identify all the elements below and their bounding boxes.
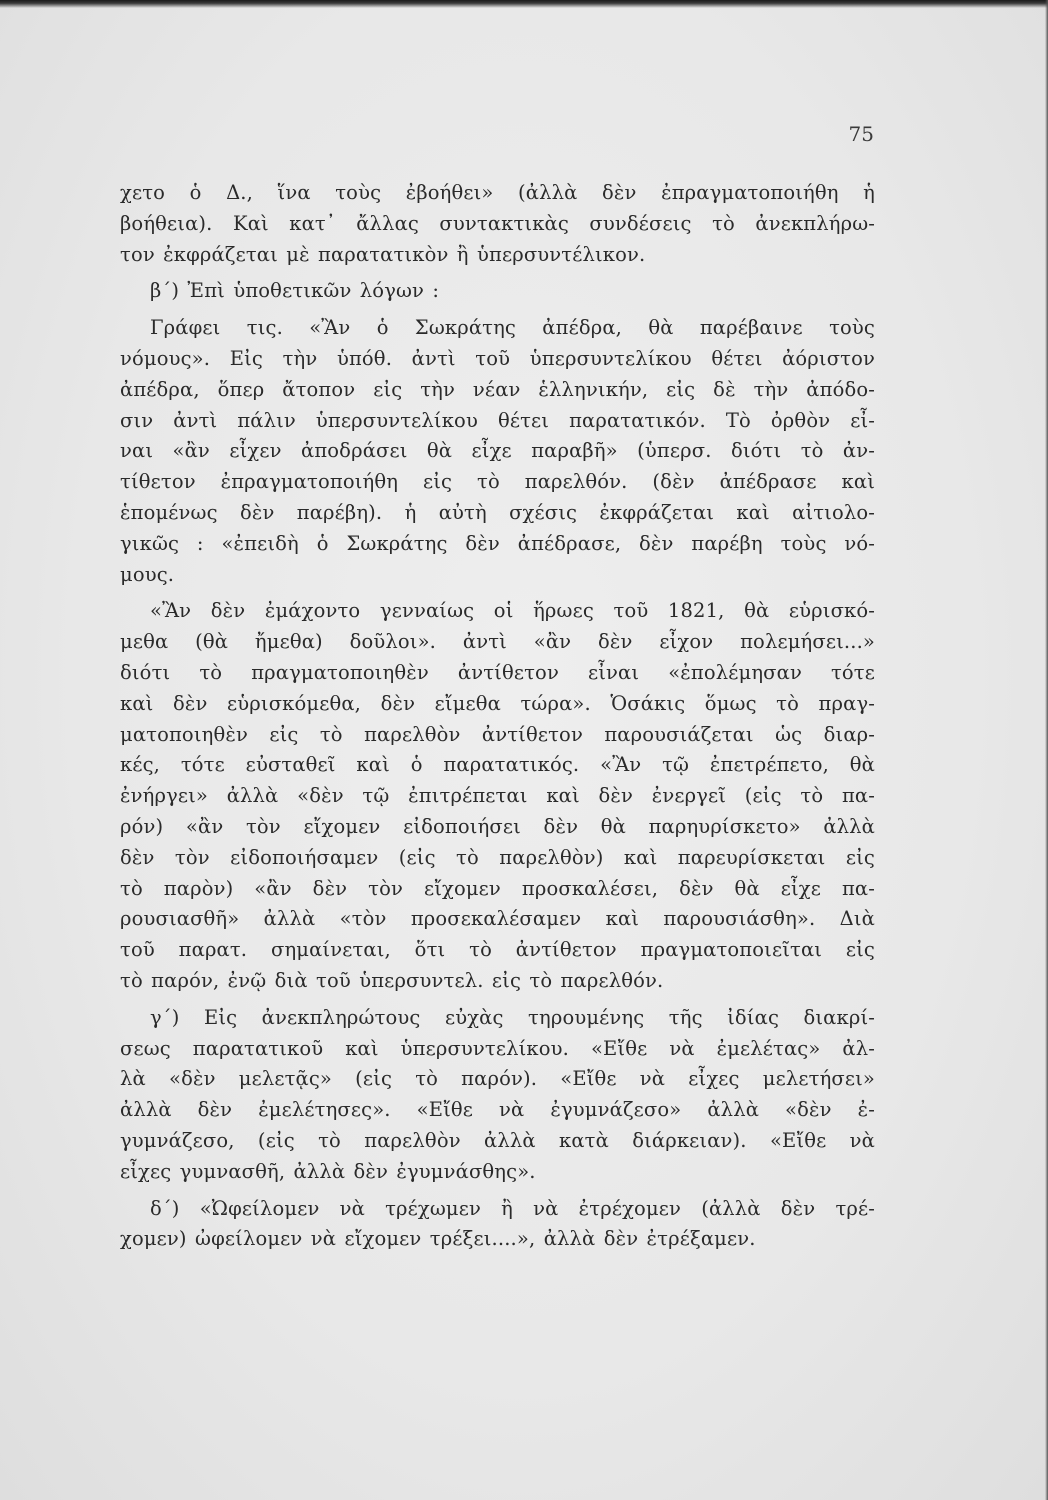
page-number: 75 (848, 122, 874, 146)
text-line: δ΄) «Ὠφείλομεν νὰ τρέχωμεν ἢ νὰ ἐτρέχομεν (ἀλλὰ δὲν τρέ- (150, 1196, 875, 1220)
text-line: τὸ παρὸν) «ἂν δὲν τὸν εἴχομεν προσκαλέσει, δὲν θὰ εἶχε πα- (120, 876, 875, 900)
text-line: τοῦ παρατ. σημαίνεται, ὅτι τὸ ἀντίθετον πραγματοποιεῖται εἰς (120, 938, 875, 962)
text-line: β΄) Ἐπὶ ὑποθετικῶν λόγων : (150, 279, 440, 303)
scan-top-edge-shadow (0, 0, 1048, 8)
paragraph-heroes-1821 (120, 596, 875, 996)
text-line: μους. (120, 562, 175, 586)
text-line: μεθα (θὰ ἤμεθα) δοῦλοι». ἀντὶ «ἂν δὲν εἶχον πολεμήσει...» (120, 630, 875, 654)
text-line: ρόν) «ἂν τὸν εἴχομεν εἰδοποιήσει δὲν θὰ παρηυρίσκετο» ἀλλὰ (120, 814, 875, 838)
text-line: ματοποιηθὲν εἰς τὸ παρελθὸν ἀντίθετον παρουσιάζεται ὡς διαρ- (120, 722, 875, 746)
text-line: ναι «ἂν εἶχεν ἀποδράσει θὰ εἶχε παραβῆ» (ὑπερσ. διότι τὸ ἀν- (120, 439, 875, 463)
section-heading-beta (120, 276, 875, 307)
text-line: τὸ παρόν, ἐνῷ διὰ τοῦ ὑπερσυντελ. εἰς τὸ παρελθόν. (120, 968, 664, 992)
text-line: γικῶς : «ἐπειδὴ ὁ Σωκράτης δὲν ἀπέδρασε, δὲν παρέβη τοὺς νό- (120, 531, 875, 555)
text-line: εἶχες γυμνασθῆ, ἀλλὰ δὲν ἐγυμνάσθης». (120, 1159, 536, 1183)
text-line: γ΄) Εἰς ἀνεκπληρώτους εὐχὰς τηρουμένης τῆς ἰδίας διακρί- (150, 1005, 875, 1029)
paragraph-socrates (120, 313, 875, 590)
text-line: χετο ὁ Δ., ἵνα τοὺς ἐβοήθει» (ἀλλὰ δὲν ἐπραγματοποιήθη ἡ (120, 181, 875, 204)
text-line: Γράφει τις. «Ἂν ὁ Σωκράτης ἀπέδρα, θὰ παρέβαινε τοὺς (150, 316, 875, 340)
text-line: ἐνήργει» ἀλλὰ «δὲν τῷ ἐπιτρέπεται καὶ δὲν ἐνεργεῖ (εἰς τὸ πα- (120, 784, 875, 808)
text-line: χομεν) ὠφείλομεν νὰ εἴχομεν τρέξει....», ἀλλὰ δὲν ἐτρέξαμεν. (120, 1227, 756, 1251)
text-line: βοήθεια). Καὶ κατ᾽ ἄλλας συντακτικὰς συνδέσεις τὸ ἀνεκπλήρω- (120, 211, 875, 235)
text-line: τίθετον ἐπραγματοποιήθη εἰς τὸ παρελθόν. (δὲν ἀπέδρασε καὶ (120, 470, 875, 494)
text-line: σεως παρατατικοῦ καὶ ὑπερσυντελίκου. «Εἴθε νὰ ἐμελέτας» ἀλ- (120, 1036, 875, 1060)
text-line: νόμους». Εἰς τὴν ὑπόθ. ἀντὶ τοῦ ὑπερσυντελίκου θέτει ἀόριστον (120, 346, 875, 370)
section-delta-obligation (120, 1194, 875, 1256)
text-line: διότι τὸ πραγματοποιηθὲν ἀντίθετον εἶναι «ἐπολέμησαν τότε (120, 660, 875, 684)
text-line: ρουσιασθῆ» ἀλλὰ «τὸν προσεκαλέσαμεν καὶ παρουσιάσθη». Διὰ (120, 907, 875, 931)
text-line: κές, τότε εὐσταθεῖ καὶ ὁ παρατατικός. «Ἂν τῷ ἐπετρέπετο, θὰ (120, 753, 875, 777)
text-line: τον ἐκφράζεται μὲ παρατατικὸν ἢ ὑπερσυντέλικον. (120, 242, 646, 266)
text-line: ἑπομένως δὲν παρέβη). ἡ αὐτὴ σχέσις ἐκφράζεται καὶ αἰτιολο- (120, 500, 875, 524)
text-line: λὰ «δὲν μελετᾷς» (εἰς τὸ παρόν). «Εἴθε νὰ εἶχες μελετήσει» (120, 1067, 875, 1091)
text-line: «Ἂν δὲν ἐμάχοντο γενναίως οἱ ἥρωες τοῦ 1821, θὰ εὑρισκό- (150, 599, 875, 623)
text-line: γυμνάζεσο, (εἰς τὸ παρελθὸν ἀλλὰ κατὰ διάρκειαν). «Εἴθε νὰ (120, 1128, 875, 1152)
body-text (120, 178, 875, 1261)
text-line: καὶ δὲν εὑρισκόμεθα, δὲν εἴμεθα τώρα». Ὁσάκις ὅμως τὸ πραγ- (120, 691, 875, 715)
text-line: σιν ἀντὶ πάλιν ὑπερσυντελίκου θέτει παρατατικόν. Τὸ ὀρθὸν εἶ- (120, 408, 875, 432)
section-gamma-wishes (120, 1003, 875, 1188)
text-line: ἀλλὰ δὲν ἐμελέτησες». «Εἴθε νὰ ἐγυμνάζεσο» ἀλλὰ «δὲν ἐ- (120, 1098, 875, 1122)
text-line: δὲν τὸν εἰδοποιήσαμεν (εἰς τὸ παρελθὸν) καὶ παρευρίσκεται εἰς (120, 845, 875, 869)
paragraph-continuation (120, 178, 875, 270)
text-line: ἀπέδρα, ὅπερ ἄτοπον εἰς τὴν νέαν ἑλληνικήν, εἰς δὲ τὴν ἀπόδο- (120, 377, 875, 401)
